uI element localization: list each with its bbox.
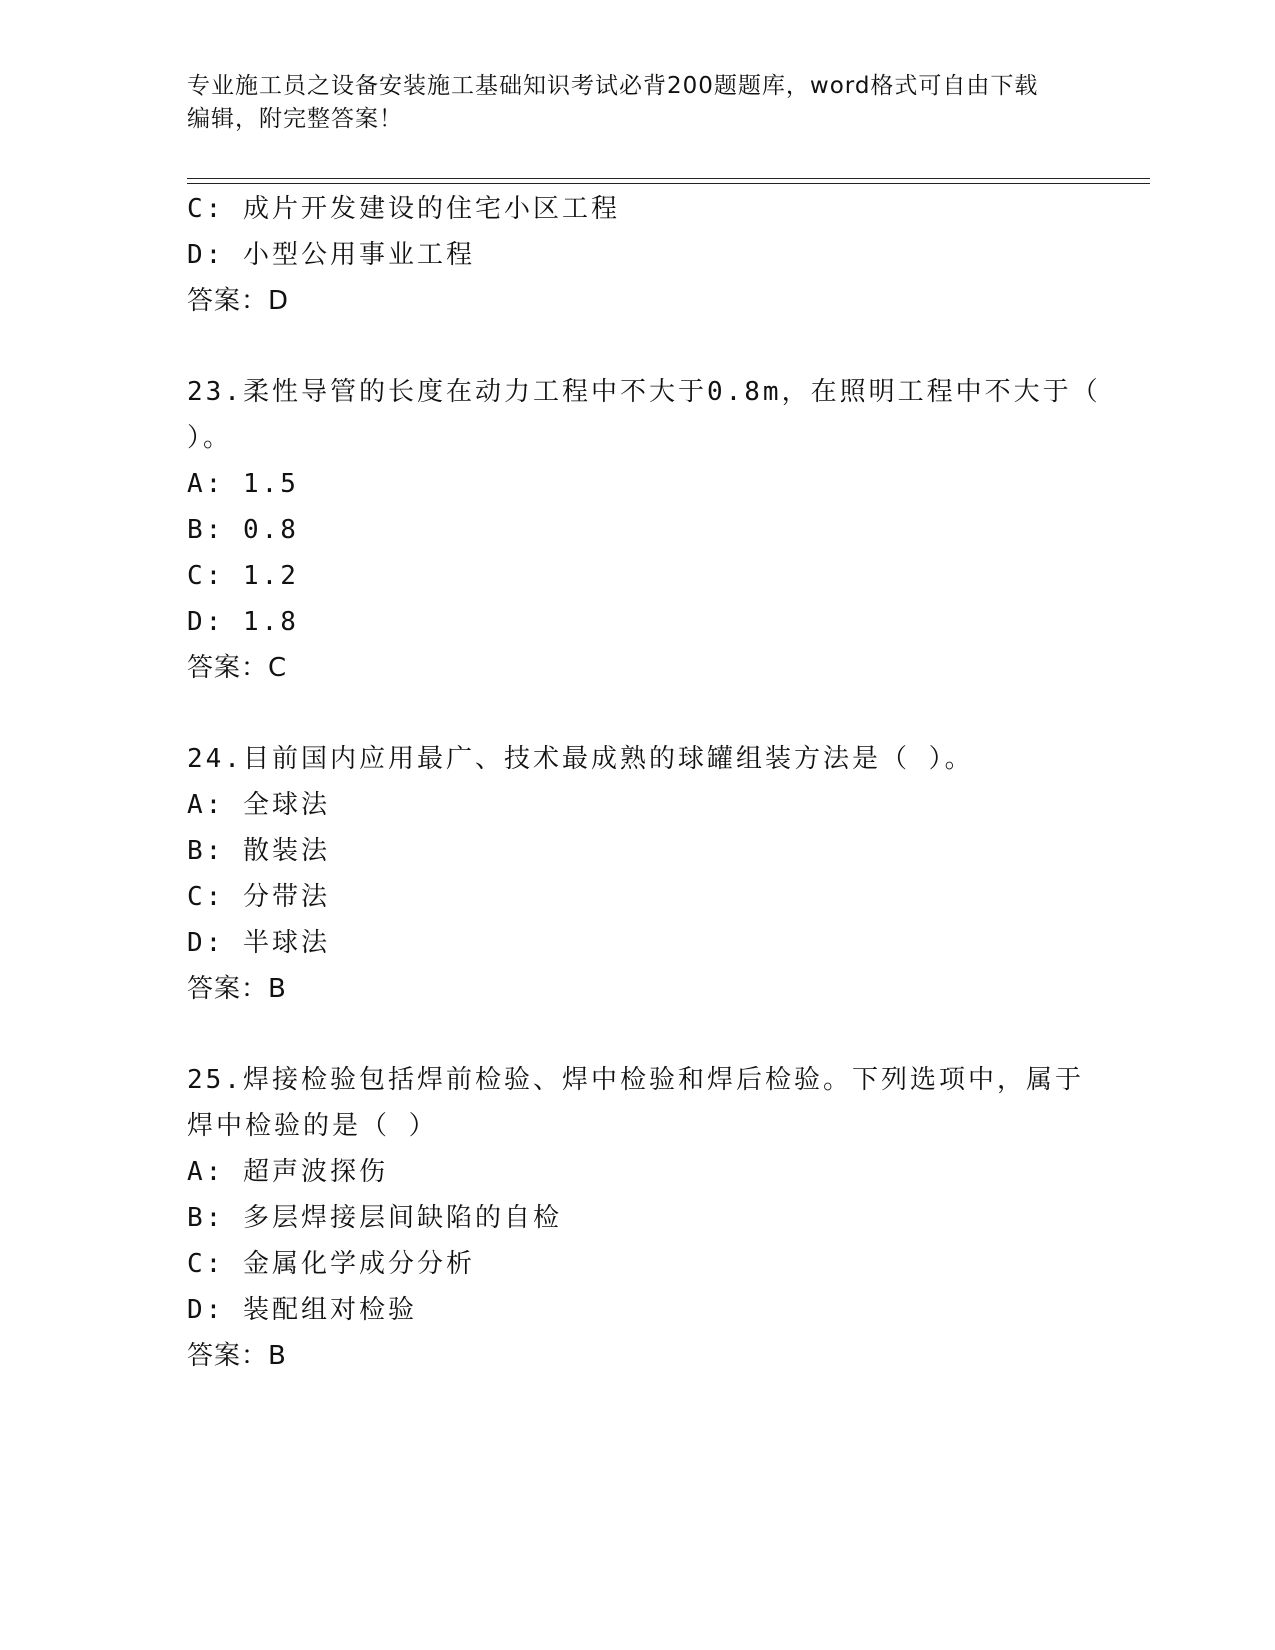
question-stem-continued: 焊中检验的是（ ）: [187, 1111, 438, 1141]
option-c: C: 1.2: [187, 561, 299, 591]
option-b: B: 0.8: [187, 515, 299, 545]
answer: 答案：B: [187, 974, 287, 1004]
spacer: [187, 1012, 1087, 1057]
question-stem-continued: ）。: [187, 423, 233, 453]
option-c: C: 成片开发建设的住宅小区工程: [187, 194, 620, 224]
option-d: D: 装配组对检验: [187, 1295, 417, 1325]
answer: 答案：B: [187, 1341, 287, 1371]
option-d: D: 小型公用事业工程: [187, 240, 475, 270]
question-23-block: [187, 369, 1101, 691]
answer: 答案：C: [187, 653, 288, 683]
question-24-block: [187, 736, 1087, 1012]
option-b: B: 散装法: [187, 836, 330, 866]
header-divider-top: [187, 178, 1150, 179]
option-c: C: 分带法: [187, 882, 330, 912]
question-stem: 23.柔性导管的长度在动力工程中不大于0.8m，在照明工程中不大于（: [187, 377, 1101, 407]
question-stem: 24.目前国内应用最广、技术最成熟的球罐组装方法是（ ）。: [187, 744, 974, 774]
spacer: [187, 691, 1087, 736]
question-stem: 25.焊接检验包括焊前检验、焊中检验和焊后检验。下列选项中，属于: [187, 1065, 1084, 1095]
option-d: D: 1.8: [187, 607, 299, 637]
question-22-block: [187, 186, 1087, 324]
option-d: D: 半球法: [187, 928, 330, 958]
option-a: A: 全球法: [187, 790, 330, 820]
header-line-2: 编辑，附完整答案！: [187, 106, 403, 132]
header-line-1: 专业施工员之设备安装施工基础知识考试必背200题题库，word格式可自由下载: [187, 73, 1039, 99]
option-a: A: 1.5: [187, 469, 299, 499]
header-divider-bottom: [187, 183, 1150, 184]
answer: 答案：D: [187, 286, 290, 316]
spacer: [187, 324, 1087, 369]
document-header: [187, 70, 1067, 136]
document-body: [187, 186, 1101, 1379]
option-a: A: 超声波探伤: [187, 1157, 388, 1187]
option-c: C: 金属化学成分分析: [187, 1249, 475, 1279]
question-25-block: [187, 1057, 1087, 1379]
option-b: B: 多层焊接层间缺陷的自检: [187, 1203, 562, 1233]
